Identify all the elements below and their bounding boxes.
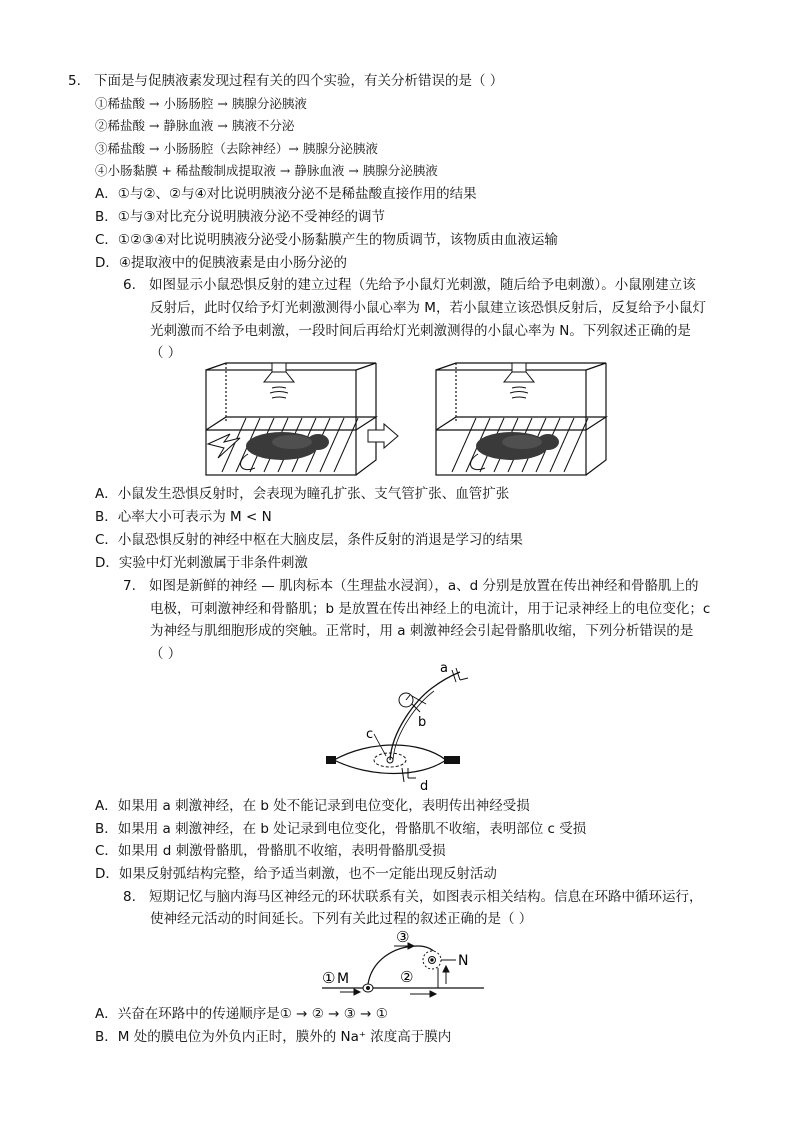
label-circle-2: ② — [400, 968, 414, 986]
q8-stem-line-1 — [123, 887, 703, 907]
q5-experiment-4: ④小肠黏膜 + 稀盐酸制成提取液 → 静脉血液 → 胰腺分泌胰液 — [95, 163, 438, 178]
q5-experiment-1: ①稀盐酸 → 小肠肠腔 → 胰腺分泌胰液 — [95, 96, 307, 111]
label-a: a — [440, 661, 448, 676]
q8-option-a: A．兴奋在环路中的传递顺序是① → ② → ③ → ① — [95, 1006, 388, 1022]
label-circle-3: ③ — [396, 928, 410, 946]
q5-experiment-2: ②稀盐酸 → 静脉血液 → 胰液不分泌 — [95, 118, 295, 133]
q8-number: 8. — [123, 889, 136, 905]
q6-stem-line-3: 光刺激而不给予电刺激，一段时间后再给灯光刺激测得的小鼠心率为 N。下列叙述正确的是 — [150, 323, 691, 339]
label-m: M — [337, 971, 350, 987]
q6-option-d: D．实验中灯光刺激属于非条件刺激 — [95, 555, 308, 571]
q7-stem-text-1: 如图是新鲜的神经 — 肌肉标本（生理盐水浸润），a、d 分别是放置在传出神经和骨骼肌上的 — [149, 578, 699, 594]
label-c: c — [366, 727, 374, 742]
q7-option-c: C．如果用 d 刺激骨骼肌，骨骼肌不收缩，表明骨骼肌受损 — [95, 843, 446, 859]
q8-option-b: B．M 处的膜电位为外负内正时，膜外的 Na⁺ 浓度高于膜内 — [95, 1029, 452, 1045]
label-d: d — [420, 779, 429, 794]
q5-option-a: A．①与②、②与④对比说明胰液分泌不是稀盐酸直接作用的结果 — [95, 186, 477, 202]
label-n: N — [458, 953, 469, 969]
q5-experiment-3: ③稀盐酸 → 小肠肠腔（去除神经）→ 胰腺分泌胰液 — [95, 141, 378, 156]
q5-stem-text: 下面是与促胰液素发现过程有关的四个实验，有关分析错误的是（ ） — [94, 73, 504, 89]
q7-stem-line-2: 电极，可刺激神经和骨骼肌；b 是放置在传出神经上的电流计，用于记录神经上的电位变化；c — [150, 601, 711, 617]
q7-figure — [320, 660, 470, 794]
q5-number: 5. — [68, 73, 81, 89]
q7-number: 7. — [123, 578, 136, 594]
arrow-between-cages — [368, 424, 398, 448]
q6-stem-text-1: 如图显示小鼠恐惧反射的建立过程（先给予小鼠灯光刺激，随后给予电刺激）。小鼠刚建立该 — [149, 277, 696, 293]
lamp-left — [264, 363, 294, 398]
q7-option-d: D．如果反射弧结构完整，给予适当刺激，也不一定能出现反射活动 — [95, 866, 497, 882]
q7-stem-line-4: （ ） — [150, 646, 182, 662]
label-b: b — [418, 715, 427, 730]
tendon-left — [326, 756, 336, 764]
q5-option-d: D．④提取液中的促胰液素是由小肠分泌的 — [95, 255, 347, 271]
electric-shock-icon — [208, 434, 240, 458]
galvanometer-b — [399, 693, 426, 712]
q5-option-b: B．①与③对比充分说明胰液分泌不受神经的调节 — [95, 209, 385, 225]
q6-option-a: A．小鼠发生恐惧反射时，会表现为瞳孔扩张、支气管扩张、血管扩张 — [95, 486, 510, 502]
q6-number: 6. — [123, 277, 136, 293]
q5-stem — [68, 71, 503, 91]
q6-stem-line-2: 反射后，此时仅给予灯光刺激测得小鼠心率为 M，若小鼠建立该恐惧反射后，反复给予小鼠灯 — [150, 300, 706, 316]
q8-stem-text-1: 短期记忆与脑内海马区神经元的环状联系有关，如图表示相关结构。信息在环路中循环运行， — [149, 889, 703, 905]
q6-figure — [200, 362, 600, 482]
q7-option-a: A．如果用 a 刺激神经，在 b 处不能记录到电位变化，表明传出神经受损 — [95, 798, 530, 814]
q7-stem-line-3: 为神经与肌细胞形成的突触。正常时，用 a 刺激神经会引起骨骼肌收缩，下列分析错误的是 — [150, 623, 694, 639]
q8-figure — [310, 926, 490, 998]
label-circle-1: ① — [322, 969, 336, 987]
q6-option-c: C．小鼠恐惧反射的神经中枢在大脑皮层，条件反射的消退是学习的结果 — [95, 532, 523, 548]
q7-option-b: B．如果用 a 刺激神经，在 b 处记录到电位变化，骨骼肌不收缩，表明部位 c 受损 — [95, 821, 587, 837]
tendon-right — [444, 756, 460, 764]
q8-stem-line-2: 使神经元活动的时间延长。下列有关此过程的叙述正确的是（ ） — [150, 911, 533, 927]
q6-option-b: B．心率大小可表示为 M < N — [95, 509, 272, 525]
neuron-1-soma — [363, 984, 373, 992]
q7-stem-line-1 — [123, 576, 698, 596]
q5-option-c: C．①②③④对比说明胰液分泌受小肠黏膜产生的物质调节，该物质由血液运输 — [95, 232, 558, 248]
neuron-3-soma — [423, 951, 441, 969]
lamp-right — [504, 363, 534, 398]
q6-stem-line-4: （ ） — [150, 345, 182, 361]
q6-stem-line-1 — [123, 275, 696, 295]
